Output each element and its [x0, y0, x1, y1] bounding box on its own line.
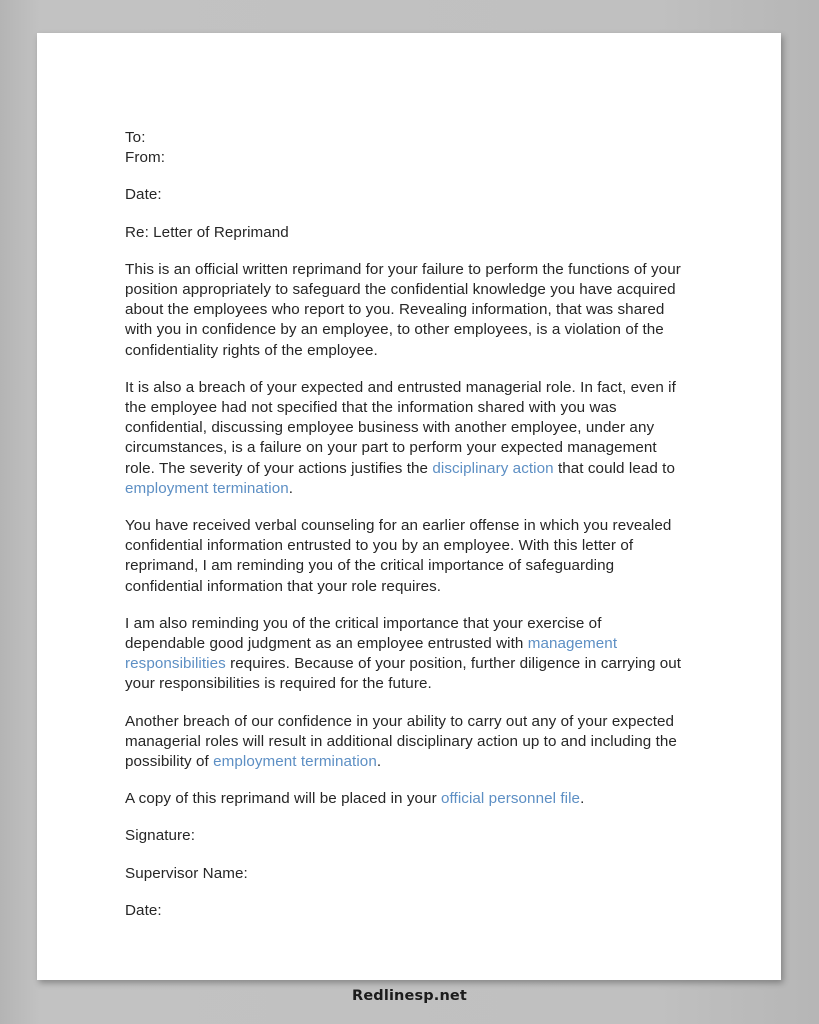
header-body-spacer — [125, 243, 685, 260]
letter-header — [125, 128, 685, 243]
link-employment-termination-2[interactable]: employment termination — [213, 753, 377, 771]
paragraph-5-text-b: . — [376, 753, 382, 771]
paragraph-6-text-b: . — [580, 790, 585, 808]
to-label: To: — [125, 129, 146, 146]
paragraph-6-text-a: A copy of this reprimand will be placed in your — [125, 790, 441, 808]
paragraph-2-text-a: It is also a breach of your expected and entrusted managerial role. In fact, even if the employee had not specified that the information shared with you was confidential, discussing employee business with another employee, under any circumstances, is a failure on your part to perform your expected management role. The severity of your actions justifies the — [125, 378, 676, 477]
paragraph-6 — [125, 789, 685, 809]
from-label: From: — [125, 149, 166, 167]
signature-date-label: Date: — [125, 901, 162, 919]
paragraph-5-text-a: Another breach of our confidence in your ability to carry out any of your expected managerial roles will result in additional disciplinary action up to and including the possibility of — [125, 712, 677, 771]
paragraph-4-text-a: I am also reminding you of the critical importance that your exercise of dependable good judgment as an employee entrusted with — [125, 614, 602, 653]
link-disciplinary-action[interactable]: disciplinary action — [432, 459, 554, 477]
link-management-responsibilities[interactable]: management responsibilities — [125, 635, 618, 673]
link-official-personnel-file[interactable]: official personnel file — [441, 790, 581, 808]
supervisor-name-label: Supervisor Name: — [125, 864, 248, 882]
paragraph-4 — [125, 614, 685, 695]
link-employment-termination-1[interactable]: employment termination — [125, 479, 289, 497]
paragraph-2 — [125, 378, 685, 499]
document-page — [37, 33, 781, 980]
date-label: Date: — [125, 186, 162, 204]
paragraph-2-text-c: . — [288, 479, 294, 497]
signature-label: Signature: — [125, 827, 195, 845]
paragraph-3: You have received verbal counseling for an earlier offense in which you revealed confidential information entrusted to you by an employee. With this letter of reprimand, I am reminding you of the critical importance of safeguarding confidential information that your role requires. — [125, 517, 672, 595]
signature-block — [125, 826, 685, 921]
header-spacer-2 — [125, 206, 685, 223]
paragraph-4-text-b: requires. Because of your position, further diligence in carrying out your responsibilities is required for the future. — [125, 655, 682, 693]
paragraph-2-text-b: that could lead to — [553, 459, 675, 477]
paragraph-5 — [125, 712, 685, 773]
subject-label: Re: Letter of Reprimand — [125, 223, 289, 241]
header-spacer-1 — [125, 168, 685, 185]
paragraph-1: This is an official written reprimand for your failure to perform the functions of your position appropriately to safeguard the confidential knowledge you have acquired about the employees who report to you. Revealing information, that was shared with you in confidence by an employee, to other employees, is a violation of the confidentiality rights of the employee. — [125, 260, 681, 359]
site-watermark: Redlinesp.net — [352, 988, 467, 1004]
letter-body — [125, 128, 685, 921]
